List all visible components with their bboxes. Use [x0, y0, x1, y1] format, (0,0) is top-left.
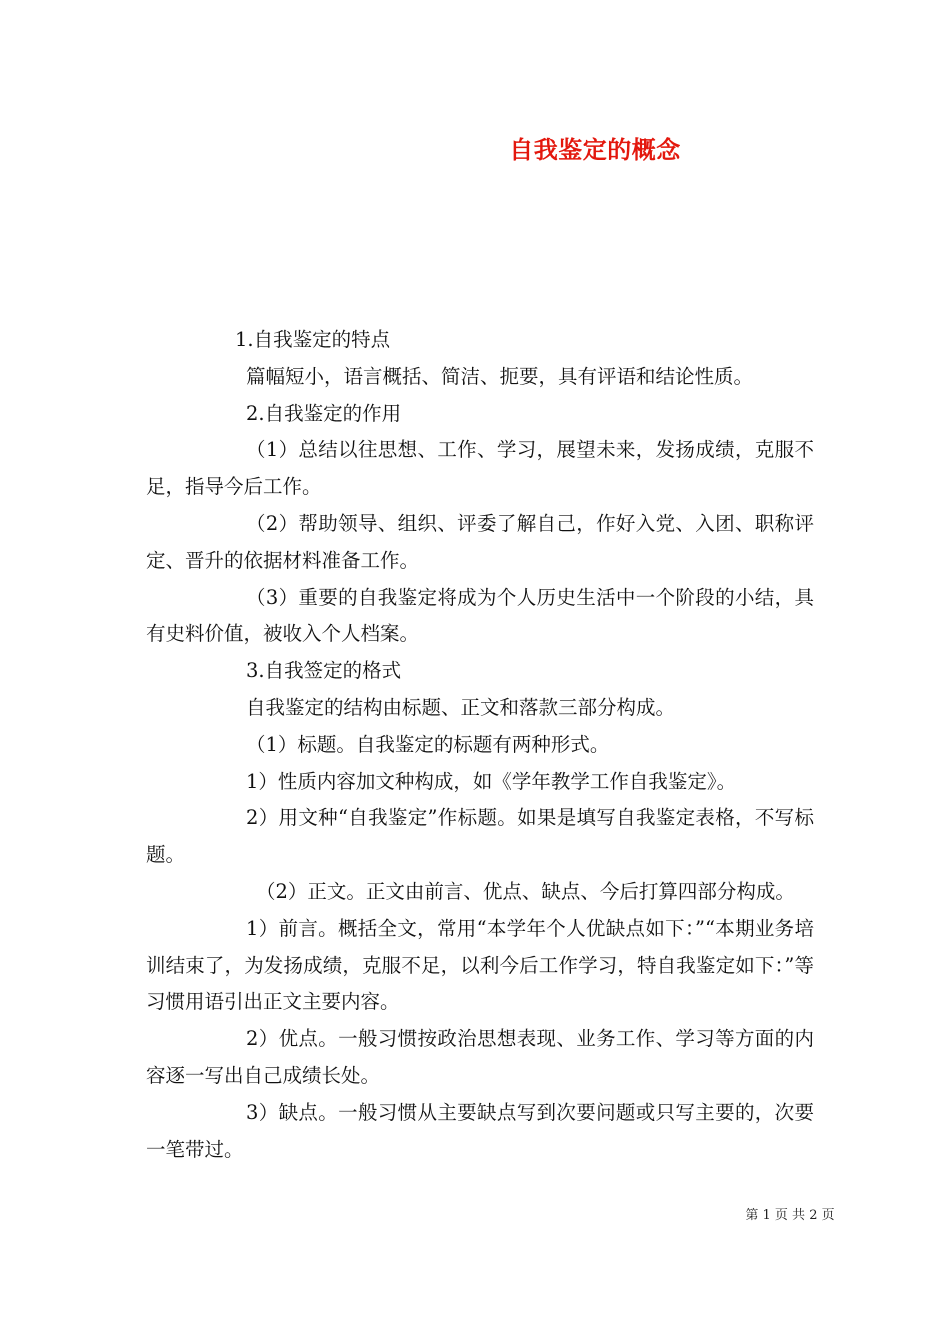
paragraph-heading-2: 2.自我鉴定的作用 — [246, 401, 402, 425]
paragraph: 3）缺点。一般习惯从主要缺点写到次要问题或只写主要的，次要一笔带过。 — [146, 1100, 814, 1161]
document-body — [146, 322, 814, 1168]
paragraph: （3）重要的自我鉴定将成为个人历史生活中一个阶段的小结，具有史料价值，被收入个人档案。 — [146, 585, 814, 646]
paragraph: 篇幅短小，语言概括、简洁、扼要，具有评语和结论性质。 — [246, 364, 754, 388]
paragraph: 自我鉴定的结构由标题、正文和落款三部分构成。 — [246, 695, 676, 719]
paragraph: （2）帮助领导、组织、评委了解自己，作好入党、入团、职称评定、晋升的依据材料准备工作。 — [146, 511, 814, 572]
paragraph: 2）优点。一般习惯按政治思想表现、业务工作、学习等方面的内容逐一写出自己成绩长处。 — [146, 1027, 814, 1087]
paragraph: 2）用文种“自我鉴定”作标题。如果是填写自我鉴定表格，不写标题。 — [146, 806, 814, 867]
paragraph: （1）标题。自我鉴定的标题有两种形式。 — [246, 732, 610, 756]
page-number: 第 1 页 共 2 页 — [745, 1208, 835, 1223]
paragraph-heading-1: 1.自我鉴定的特点 — [235, 328, 391, 351]
paragraph: （2）正文。正文由前言、优点、缺点、今后打算四部分构成。 — [256, 879, 795, 903]
paragraph: 1）性质内容加文种构成，如《学年教学工作自我鉴定》。 — [246, 769, 737, 793]
paragraph: 1）前言。概括全文，常用“本学年个人优缺点如下：”“本期业务培训结束了，为发扬成绩，克服不足，以利今后工作学习，特自我鉴定如下：”等习惯用语引出正文主要内容。 — [146, 916, 814, 1014]
paragraph-heading-3: 3.自我签定的格式 — [246, 659, 402, 683]
document-title: 自我鉴定的概念 — [509, 135, 681, 164]
paragraph: （1）总结以往思想、工作、学习，展望未来，发扬成绩，克服不足，指导今后工作。 — [146, 438, 814, 499]
page-footer — [0, 1204, 950, 1223]
